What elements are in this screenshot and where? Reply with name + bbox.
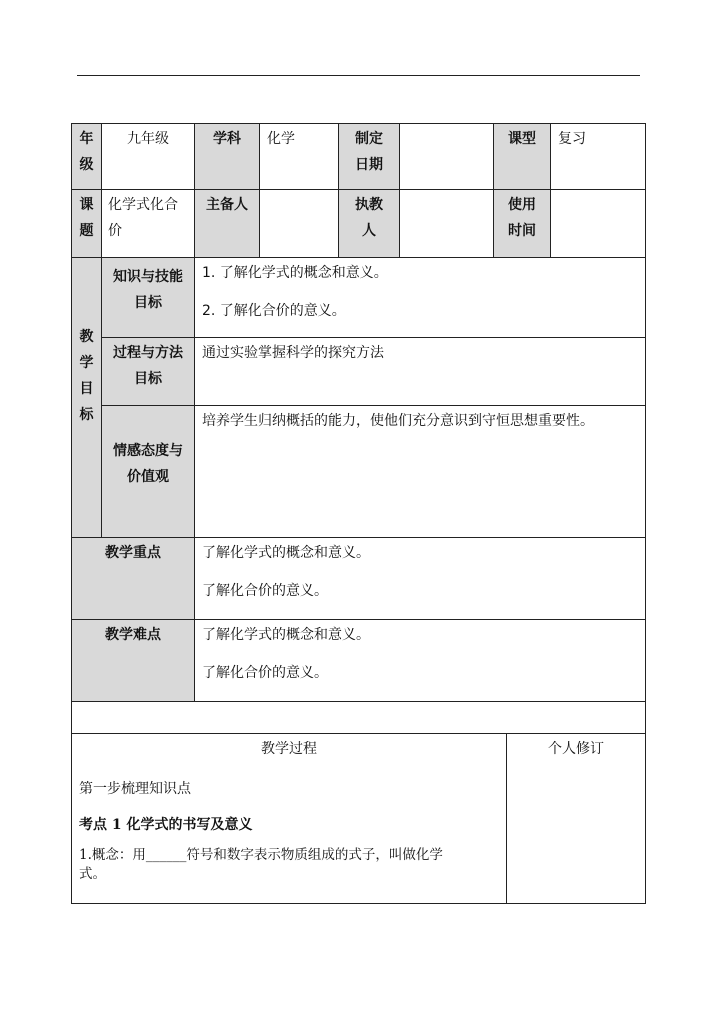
subject-label-cell — [195, 124, 260, 190]
teacher-label-cell — [339, 190, 400, 258]
key-points-label-cell — [72, 538, 195, 620]
time-label: 使用时间 — [508, 197, 536, 239]
date-value-cell — [400, 124, 494, 190]
date-label-cell — [339, 124, 400, 190]
difficult-points-label-cell — [72, 620, 195, 702]
emotion-content-cell — [195, 406, 645, 538]
preparer-label: 主备人 — [206, 197, 248, 213]
process-text: 通过实验掌握科学的探究方法 — [202, 345, 384, 361]
preparer-value-cell — [260, 190, 339, 258]
type-value: 复习 — [558, 131, 586, 147]
emotion-text: 培养学生归纳概括的能力，使他们充分意识到守恒思想重要性。 — [202, 413, 594, 429]
emotion-label-cell — [102, 406, 195, 538]
teacher-value-cell — [400, 190, 494, 258]
process-label-cell — [102, 338, 195, 406]
concept-text — [79, 846, 499, 884]
topic-heading: 考点 1 化学式的书写及意义 — [79, 817, 253, 833]
process-label: 过程与方法目标 — [113, 345, 183, 387]
type-label: 课型 — [508, 131, 536, 147]
date-label: 制定日期 — [355, 131, 383, 173]
topic-value: 化学式化合价 — [108, 197, 178, 239]
subject-label: 学科 — [213, 131, 241, 147]
process-header: 教学过程 — [261, 741, 317, 757]
revision-section — [507, 734, 645, 903]
difficult-points-content-cell — [195, 620, 645, 702]
step-title: 第一步梳理知识点 — [79, 781, 191, 797]
goals-label-cell — [72, 258, 102, 538]
concept-line: 1.概念：用______符号和数字表示物质组成的式子，叫做化学 — [79, 847, 443, 863]
grade-value: 九年级 — [127, 131, 169, 147]
grade-label-cell — [72, 124, 102, 190]
grade-value-cell — [102, 124, 195, 190]
goals-label: 教学目标 — [79, 329, 94, 423]
process-section — [72, 734, 507, 903]
grade-label: 年级 — [79, 131, 94, 173]
subject-value-cell — [260, 124, 339, 190]
difficult-point-item: 了解化合价的意义。 — [202, 665, 328, 681]
key-point-item: 了解化合价的意义。 — [202, 583, 328, 599]
type-value-cell — [551, 124, 645, 190]
key-points-content-cell — [195, 538, 645, 620]
revision-header: 个人修订 — [548, 741, 604, 757]
knowledge-content-cell — [195, 258, 645, 338]
knowledge-item: 2. 了解化合价的意义。 — [202, 303, 346, 319]
concept-line: 式。 — [79, 866, 106, 882]
time-label-cell — [494, 190, 551, 258]
difficult-point-item: 了解化学式的概念和意义。 — [202, 627, 370, 643]
type-label-cell — [494, 124, 551, 190]
topic-label-cell — [72, 190, 102, 258]
process-content-cell — [195, 338, 645, 406]
lesson-plan-table — [71, 123, 646, 904]
topic-label: 课题 — [79, 197, 94, 239]
preparer-label-cell — [195, 190, 260, 258]
topic-value-cell — [102, 190, 195, 258]
time-value-cell — [551, 190, 645, 258]
knowledge-label: 知识与技能目标 — [113, 269, 183, 311]
knowledge-item: 1. 了解化学式的概念和意义。 — [202, 265, 388, 281]
difficult-points-label: 教学难点 — [105, 627, 161, 643]
emotion-label: 情感态度与价值观 — [113, 443, 183, 485]
key-points-label: 教学重点 — [105, 545, 161, 561]
key-point-item: 了解化学式的概念和意义。 — [202, 545, 370, 561]
teacher-label: 执教人 — [355, 197, 383, 239]
subject-value: 化学 — [267, 131, 295, 147]
knowledge-label-cell — [102, 258, 195, 338]
header-rule — [77, 75, 640, 76]
blank-row — [72, 702, 645, 734]
